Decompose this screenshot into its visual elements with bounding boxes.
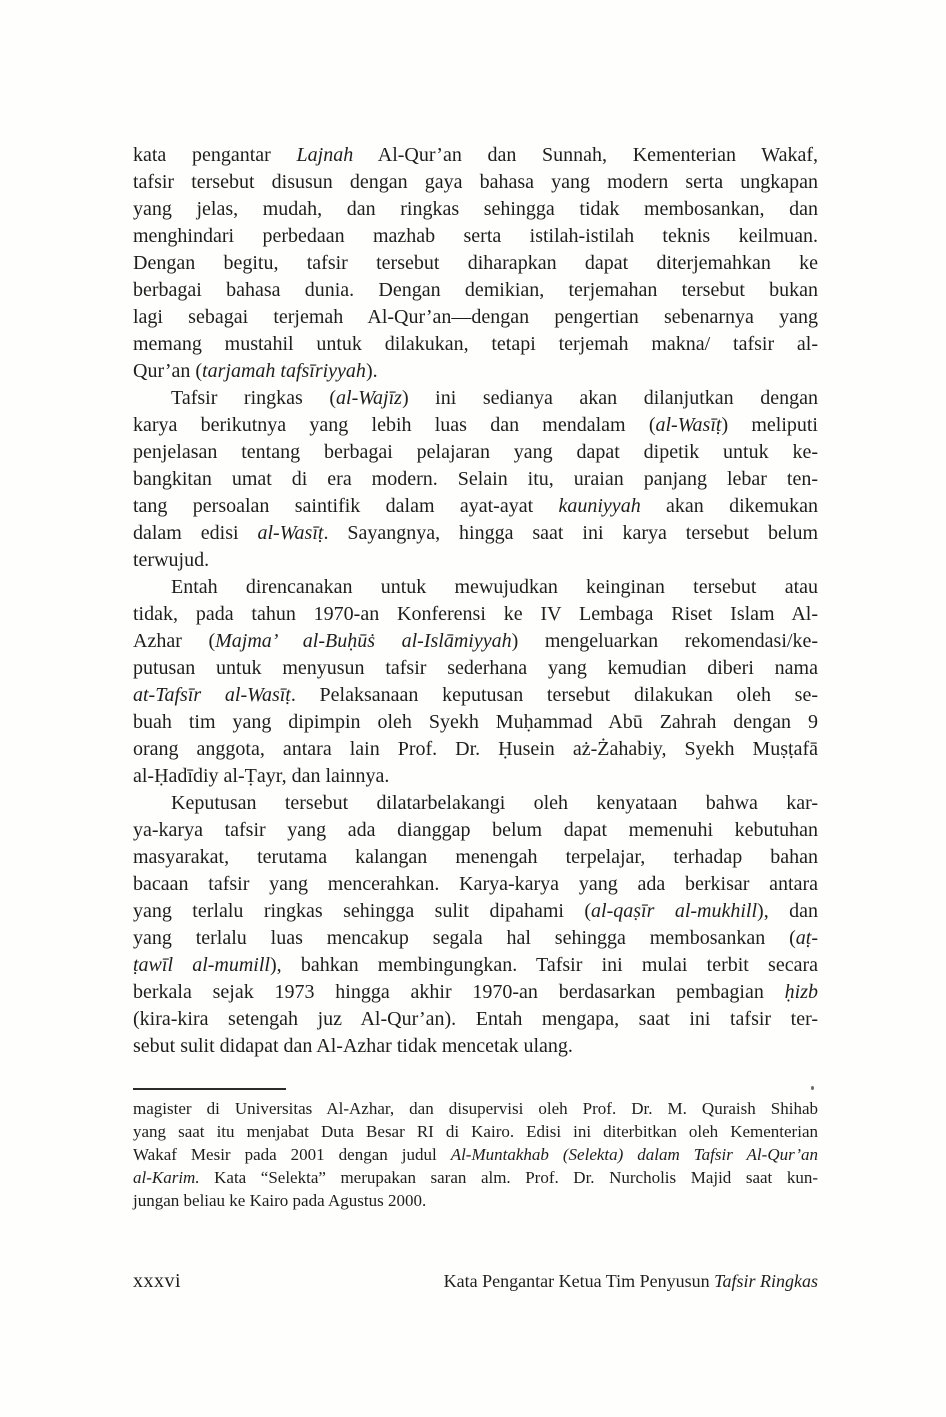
text-line bbox=[133, 628, 818, 655]
text-segment: akan dikemukan bbox=[640, 495, 819, 517]
text-segment: yang jelas, mudah, dan ringkas sehingga tidak membosankan, dan bbox=[133, 198, 818, 220]
text-segment: . Sayangnya, hingga saat ini karya tersebut belum bbox=[323, 522, 819, 544]
text-line bbox=[133, 277, 818, 304]
text-line bbox=[133, 439, 818, 466]
footnote-text bbox=[133, 1097, 818, 1212]
text-segment: ). bbox=[365, 360, 378, 382]
italic-text: al-Wasīṭ bbox=[257, 522, 324, 544]
text-line bbox=[133, 979, 818, 1006]
text-line bbox=[133, 574, 818, 601]
text-segment: menghindari perbedaan mazhab serta istilah-istilah teknis keilmuan. bbox=[133, 225, 818, 247]
text-line bbox=[133, 736, 818, 763]
text-line bbox=[133, 331, 818, 358]
paragraph bbox=[133, 574, 818, 790]
text-segment: yang terlalu ringkas sehingga sulit dipahami ( bbox=[133, 900, 592, 922]
scan-artifact-dot bbox=[811, 1086, 814, 1090]
text-segment: . Pelaksanaan keputusan tersebut dilakukan oleh se- bbox=[290, 684, 819, 706]
text-segment: Al-Qur’an dan Sunnah, Kementerian Wakaf, bbox=[353, 144, 818, 166]
italic-text: at-Tafsīr al-Wasīṭ bbox=[133, 684, 291, 706]
text-line bbox=[133, 1097, 818, 1120]
text-line bbox=[133, 223, 818, 250]
italic-text: Majma’ al-Buḥūṡ al-Islāmiyyah bbox=[215, 630, 512, 652]
text-segment: al-Ḥadīdiy al-Ṭayr, dan lainnya. bbox=[133, 765, 390, 787]
italic-text: al-qaṣīr al-mukhill bbox=[591, 900, 758, 922]
paragraph bbox=[133, 385, 818, 574]
text-line bbox=[133, 709, 818, 736]
text-segment: tang persoalan saintifik dalam ayat-ayat bbox=[133, 495, 559, 517]
text-segment: magister di Universitas Al-Azhar, dan disupervisi oleh Prof. Dr. M. Quraish Shihab bbox=[133, 1099, 818, 1118]
footnote-separator bbox=[133, 1088, 286, 1090]
italic-text: Tafsir Ringkas bbox=[714, 1271, 818, 1291]
paragraph bbox=[133, 142, 818, 385]
paragraph bbox=[133, 790, 818, 1060]
text-segment: Keputusan tersebut dilatarbelakangi oleh kenyataan bahwa kar- bbox=[171, 792, 818, 814]
text-segment: tidak, pada tahun 1970-an Konferensi ke IV Lembaga Riset Islam Al- bbox=[133, 603, 818, 625]
text-line bbox=[133, 1143, 818, 1166]
text-segment: ) mengeluarkan rekomendasi/ke- bbox=[511, 630, 818, 652]
running-title bbox=[444, 1271, 818, 1292]
text-line bbox=[133, 385, 818, 412]
text-line bbox=[133, 1120, 818, 1143]
page-footer bbox=[133, 1270, 818, 1293]
text-line bbox=[133, 925, 818, 952]
text-segment: yang terlalu luas mencakup segala hal sehingga membosankan ( bbox=[133, 927, 796, 949]
text-segment: penjelasan tentang berbagai pelajaran yang dapat dipetik untuk ke- bbox=[133, 441, 818, 463]
text-segment: bangkitan umat di era modern. Selain itu, uraian panjang lebar ten- bbox=[133, 468, 818, 490]
text-segment: memang mustahil untuk dilakukan, tetapi terjemah makna/ tafsir al- bbox=[133, 333, 818, 355]
text-segment: berkala sejak 1973 hingga akhir 1970-an berdasarkan pembagian bbox=[133, 981, 785, 1003]
text-segment: masyarakat, terutama kalangan menengah terpelajar, terhadap bahan bbox=[133, 846, 818, 868]
text-segment: ya-karya tafsir yang ada dianggap belum dapat memenuhi kebutuhan bbox=[133, 819, 818, 841]
text-segment: dalam edisi bbox=[133, 522, 258, 544]
text-segment: orang anggota, antara lain Prof. Dr. Ḥusein aż-Żahabiy, Syekh Muṣṭafā bbox=[133, 738, 818, 760]
text-segment: putusan untuk menyusun tafsir sederhana yang kemudian diberi nama bbox=[133, 657, 818, 679]
text-line bbox=[133, 817, 818, 844]
text-line bbox=[133, 358, 818, 385]
text-line bbox=[133, 304, 818, 331]
text-line bbox=[133, 655, 818, 682]
text-line bbox=[133, 1033, 818, 1060]
text-line bbox=[133, 493, 818, 520]
text-segment: berbagai bahasa dunia. Dengan demikian, terjemahan tersebut bukan bbox=[133, 279, 818, 301]
italic-text: tarjamah tafsīriyyah bbox=[202, 360, 366, 382]
italic-text: Al-Muntakhab (Selekta) dalam Tafsir Al-Qur’an bbox=[450, 1145, 818, 1164]
text-line bbox=[133, 250, 818, 277]
text-segment: tafsir tersebut disusun dengan gaya bahasa yang modern serta ungkapan bbox=[133, 171, 818, 193]
page-number: xxxvi bbox=[133, 1270, 182, 1292]
italic-text: kauniyyah bbox=[558, 495, 641, 517]
text-segment: (kira-kira setengah juz Al-Qur’an). Entah mengapa, saat ini tafsir ter- bbox=[133, 1008, 818, 1030]
text-line bbox=[133, 952, 818, 979]
text-line bbox=[133, 763, 818, 790]
text-line bbox=[133, 871, 818, 898]
text-line bbox=[133, 412, 818, 439]
text-segment: Wakaf Mesir pada 2001 dengan judul bbox=[133, 1145, 451, 1164]
body-text bbox=[133, 142, 818, 1060]
text-segment: Tafsir ringkas ( bbox=[171, 387, 337, 409]
text-segment: sebut sulit didapat dan Al-Azhar tidak mencetak ulang. bbox=[133, 1035, 573, 1057]
text-line bbox=[133, 196, 818, 223]
text-line bbox=[133, 169, 818, 196]
text-segment: ) ini sedianya akan dilanjutkan dengan bbox=[401, 387, 818, 409]
text-line bbox=[133, 142, 818, 169]
text-line bbox=[133, 1166, 818, 1189]
text-segment: kata pengantar bbox=[133, 144, 297, 166]
text-segment: Qur’an ( bbox=[133, 360, 203, 382]
text-segment: Entah direncanakan untuk mewujudkan keinginan tersebut atau bbox=[171, 576, 818, 598]
text-segment: jungan beliau ke Kairo pada Agustus 2000. bbox=[133, 1191, 427, 1210]
paragraph bbox=[133, 1097, 818, 1212]
text-segment: Kata Pengantar Ketua Tim Penyusun bbox=[443, 1271, 715, 1291]
italic-text: aṭ- bbox=[795, 927, 818, 949]
text-line bbox=[133, 601, 818, 628]
text-segment: terwujud. bbox=[133, 549, 210, 571]
text-segment: Azhar ( bbox=[133, 630, 216, 652]
text-line bbox=[133, 898, 818, 925]
text-line bbox=[133, 520, 818, 547]
italic-text: al-Wasīṭ bbox=[655, 414, 722, 436]
text-line bbox=[133, 844, 818, 871]
italic-text: al-Wajīz bbox=[336, 387, 402, 409]
italic-text: ḥizb bbox=[784, 981, 818, 1003]
text-line bbox=[133, 1006, 818, 1033]
text-segment: Kata “Selekta” merupakan saran alm. Prof. Dr. Nurcholis Majid saat kun- bbox=[199, 1168, 818, 1187]
italic-text: al-Karim. bbox=[133, 1168, 200, 1187]
text-segment: lagi sebagai terjemah Al-Qur’an—dengan pengertian sebenarnya yang bbox=[133, 306, 818, 328]
text-segment: buah tim yang dipimpin oleh Syekh Muḥammad Abū Zahrah dengan 9 bbox=[133, 711, 818, 733]
text-segment: ), bahkan membingungkan. Tafsir ini mulai terbit secara bbox=[269, 954, 818, 976]
text-segment: bacaan tafsir yang mencerahkan. Karya-karya yang ada berkisar antara bbox=[133, 873, 818, 895]
italic-text: ṭawīl al-mumill bbox=[133, 954, 270, 976]
text-line bbox=[133, 790, 818, 817]
text-segment: Dengan begitu, tafsir tersebut diharapkan dapat diterjemahkan ke bbox=[133, 252, 818, 274]
text-segment: yang saat itu menjabat Duta Besar RI di Kairo. Edisi ini diterbitkan oleh Kementerian bbox=[133, 1122, 818, 1141]
text-line bbox=[133, 1189, 818, 1212]
text-segment: karya berikutnya yang lebih luas dan mendalam ( bbox=[133, 414, 656, 436]
text-segment: ) meliputi bbox=[721, 414, 818, 436]
italic-text: Lajnah bbox=[296, 144, 354, 166]
text-segment: ), dan bbox=[757, 900, 818, 922]
text-line bbox=[133, 682, 818, 709]
text-line bbox=[133, 547, 818, 574]
text-line bbox=[133, 466, 818, 493]
